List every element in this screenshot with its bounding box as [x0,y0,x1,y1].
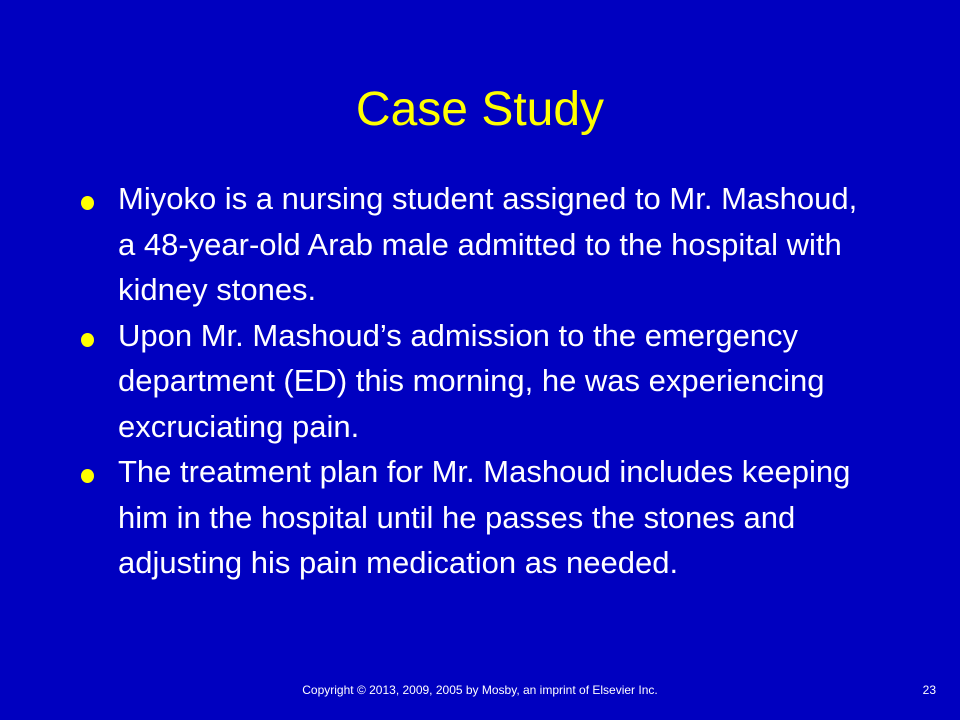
bullet-list [74,176,874,586]
yellow-bullet-icon [81,333,94,347]
yellow-bullet-icon [81,469,94,483]
copyright-footer: Copyright © 2013, 2009, 2005 by Mosby, an imprint of Elsevier Inc. [302,683,658,697]
bullet-item-admission [74,176,874,313]
bullet-item-ed-pain [74,313,874,450]
bullet-item-treatment-plan [74,449,874,586]
bullet-text-ed-pain: Upon Mr. Mashoud’s admission to the emergency department (ED) this morning, he was experiencing excruciating pain. [118,317,825,444]
yellow-bullet-icon [81,196,94,210]
page-number: 23 [922,683,936,697]
bullet-text-treatment-plan: The treatment plan for Mr. Mashoud includes keeping him in the hospital until he passes the stones and adjusting his pain medication as needed. [118,454,851,580]
bullet-text-admission: Miyoko is a nursing student assigned to Mr. Mashoud, a 48-year-old Arab male admitted to the hospital with kidney stones. [118,181,858,307]
slide-title: Case Study [355,83,605,136]
